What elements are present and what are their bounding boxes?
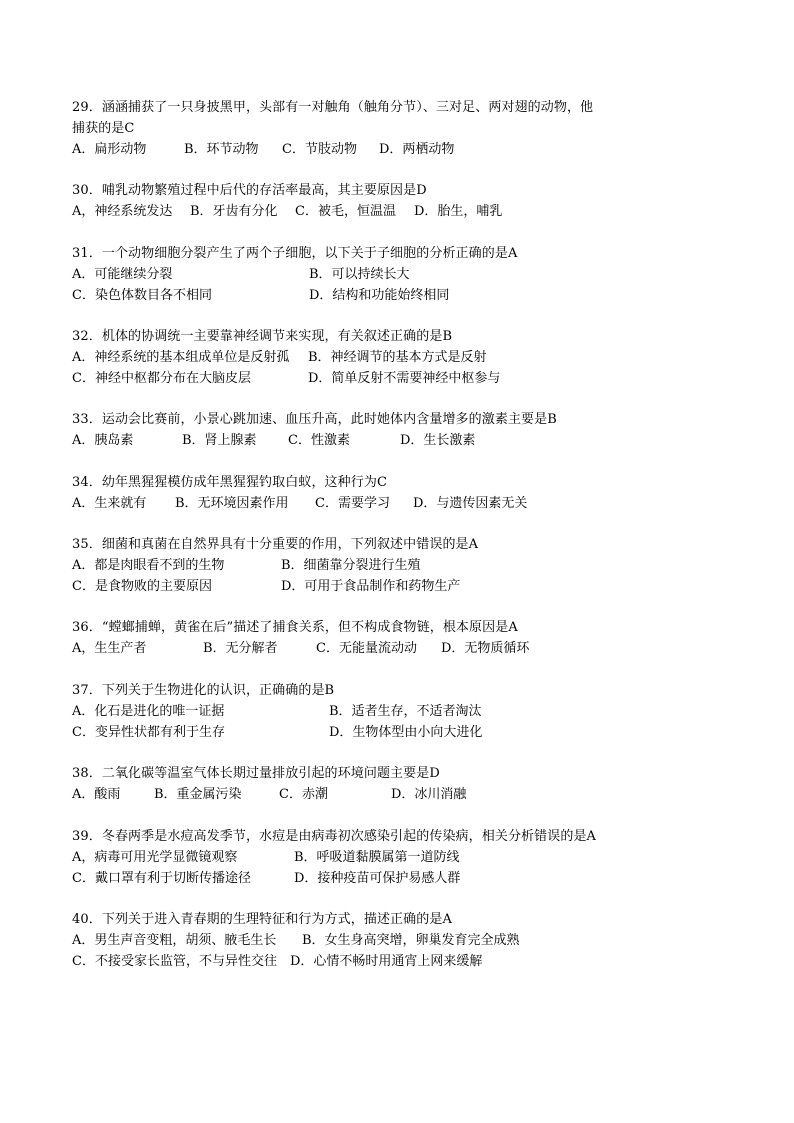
question-37 [72,680,732,743]
question-36 [72,617,732,659]
question-stem: 30．哺乳动物繁殖过程中后代的存活率最高，其主要原因是D [72,183,427,198]
option-d: D．生长激素 [400,433,476,448]
option-row [72,493,732,514]
option-a: A．化石是进化的唯一证据 [72,704,225,719]
question-stem: 33．运动会比赛前，小景心跳加速、血压升高，此时她体内含量增多的激素主要是B [72,412,557,427]
option-b: B．神经调节的基本方式是反射 [308,350,487,365]
option-d: D．生物体型由小向大进化 [329,725,483,740]
option-d: D．无物质循环 [441,641,530,656]
option-row [72,368,732,389]
option-c: C．需要学习 [315,496,390,511]
question-38 [72,763,732,805]
option-c: C．被毛，恒温温 [295,204,396,219]
option-c: C．神经中枢都分布在大脑皮层 [72,371,251,386]
option-row [72,638,732,659]
option-b: B．环节动物 [184,142,259,157]
option-b: B．重金属污染 [154,787,242,802]
option-a: A，生生产者 [72,641,147,656]
option-d: D．冰川消融 [391,787,467,802]
option-row [72,285,732,306]
option-a: A．生来就有 [72,496,147,511]
question-35 [72,534,732,597]
option-row [72,347,732,368]
question-stem: 31．一个动物细胞分裂产生了两个子细胞，以下关于子细胞的分析正确的是A [72,246,518,261]
option-a: A．酸雨 [72,787,121,802]
question-stem: 34．幼年黑猩猩模仿成年黑猩猩钓取白蚁，这种行为C [72,475,387,490]
question-stem: 38．二氧化碳等温室气体长期过量排放引起的环境问题主要是D [72,766,440,781]
option-c: C．节肢动物 [282,142,357,157]
option-a: A．扁形动物 [72,142,147,157]
option-row [72,847,732,868]
option-row [72,430,732,451]
option-b: B．可以持续长大 [309,267,410,282]
option-d: D．可用于食品制作和药物生产 [281,579,461,594]
question-stem: 捕获的是C [72,121,135,136]
question-34 [72,472,732,514]
option-row [72,784,732,805]
option-a: A．胰岛素 [72,433,134,448]
question-33 [72,409,732,451]
option-d: D．两栖动物 [379,142,455,157]
option-d: D．胎生，哺乳 [414,204,503,219]
question-stem: 35．细菌和真菌在自然界具有十分重要的作用，下列叙述中错误的是A [72,537,479,552]
option-c: C．性激素 [288,433,350,448]
option-c: C．染色体数目各不相同 [72,288,212,303]
option-a: A，病毒可用光学显微镜观察 [72,850,238,865]
option-b: B．呼吸道黏膜属第一道防线 [294,850,460,865]
option-b: B．肾上腺素 [182,433,257,448]
option-b: B．女生身高突增，卵巢发育完全成熟 [302,933,520,948]
option-row [72,555,732,576]
option-a: A．都是肉眼看不到的生物 [72,558,225,573]
option-b: B．牙齿有分化 [190,204,278,219]
option-d: D．心情不畅时用通宵上网来缓解 [290,954,483,969]
option-b: B．适者生存，不适者淘汰 [329,704,482,719]
option-c: C．是食物败的主要原因 [72,579,212,594]
option-b: B．无环境因素作用 [175,496,289,511]
question-40 [72,909,732,972]
question-39 [72,826,732,889]
question-stem: 39．冬春两季是水痘高发季节，水痘是由病毒初次感染引起的传染病，相关分析错误的是A [72,829,597,844]
question-29 [72,97,732,160]
option-row [72,930,732,951]
option-b: B．无分解者 [203,641,278,656]
option-c: C．不接受家长监管，不与异性交往 [72,954,277,969]
option-c: C．变异性状都有利于生存 [72,725,225,740]
option-a: A．神经系统的基本组成单位是反射孤 [72,350,290,365]
option-d: D．结构和功能始终相同 [309,288,450,303]
question-stem: 40．下列关于进入青春期的生理特征和行为方式，描述正确的是A [72,912,452,927]
option-d: D．与遗传因素无关 [413,496,528,511]
question-stem: 36．“螳螂捕蝉，黄雀在后”描述了捕食关系，但不构成食物链，根本原因是A [72,620,518,635]
option-c: C．赤潮 [279,787,328,802]
question-stem: 37．下列关于生物进化的认识，正确确的是B [72,683,335,698]
question-stem: 29．涵涵捕获了一只身披黑甲，头部有一对触角（触角分节）、三对足、两对翅的动物，他 [72,100,594,115]
option-row [72,701,732,722]
option-a: A．可能继续分裂 [72,267,173,282]
option-a: A．男生声音变粗，胡须、腋毛生长 [72,933,277,948]
option-c: C．戴口罩有利于切断传播途径 [72,871,251,886]
option-c: C．无能量流动动 [316,641,417,656]
question-30 [72,180,732,222]
option-row [72,139,732,160]
option-row [72,868,732,889]
option-row [72,201,732,222]
option-d: D．接种疫苗可保护易感人群 [294,871,461,886]
option-row [72,576,732,597]
option-row [72,722,732,743]
option-b: B．细菌靠分裂进行生殖 [281,558,421,573]
option-row [72,264,732,285]
question-31 [72,243,732,306]
question-32 [72,326,732,389]
option-a: A，神经系统发达 [72,204,173,219]
option-row [72,951,732,972]
option-d: D．简单反射不需要神经中枢参与 [308,371,501,386]
question-stem: 32．机体的协调统一主要靠神经调节来实现，有关叙述正确的是B [72,329,453,344]
